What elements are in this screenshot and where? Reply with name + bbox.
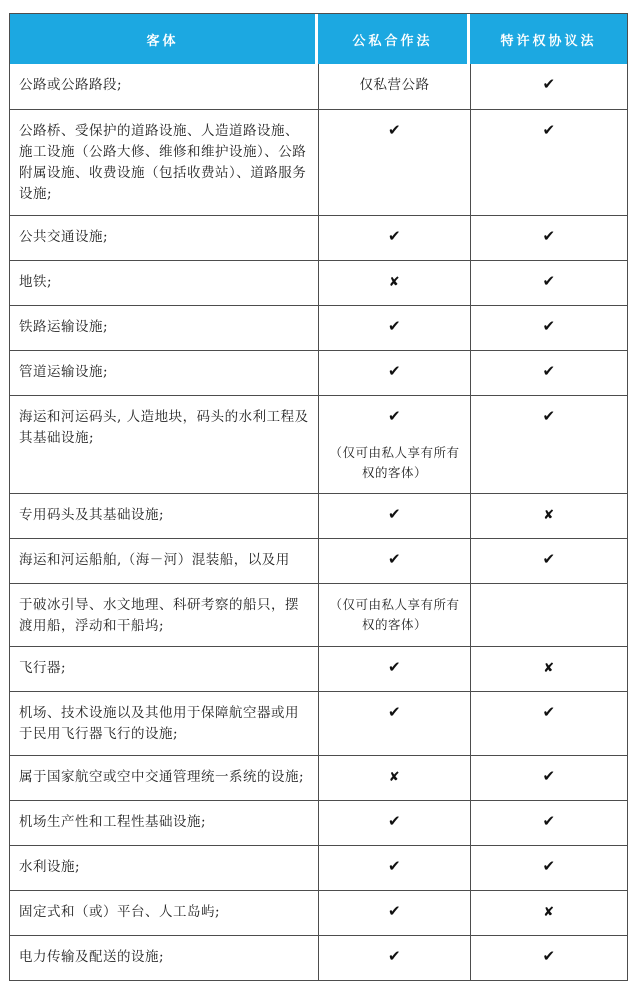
table-row [10, 691, 627, 755]
comparison-table [9, 13, 628, 981]
column-header-object: 客体 [10, 14, 318, 64]
check-icon: ✔ [542, 857, 556, 876]
concession-law-cell [470, 891, 627, 935]
check-icon: ✔ [387, 658, 402, 677]
table-row [10, 350, 627, 395]
concession-law-cell [470, 846, 627, 890]
ppp-law-cell [318, 396, 470, 493]
cross-icon: ✘ [543, 661, 555, 677]
object-cell: 海运和河运船舶,（海－河）混装船，以及用 [19, 551, 290, 568]
object-cell: 机场、技术设施以及其他用于保障航空器或用于民用飞行器飞行的设施; [19, 705, 299, 743]
table-row [10, 646, 627, 691]
check-icon: ✔ [387, 406, 402, 425]
column-header-concession-law: 特许权协议法 [500, 33, 597, 49]
ppp-law-cell [318, 891, 470, 935]
cross-icon: ✘ [388, 274, 401, 290]
concession-law-cell [470, 306, 627, 350]
ppp-law-cell [318, 494, 470, 538]
table-header-row [10, 14, 627, 64]
ownership-note: （仅可由私人享有所有权的客体） [329, 596, 460, 632]
concession-law-cell [470, 261, 627, 305]
check-icon: ✔ [387, 361, 402, 380]
concession-law-cell [470, 692, 627, 755]
ppp-law-cell [318, 110, 470, 215]
ppp-law-cell [318, 64, 470, 109]
ownership-note: （仅可由私人享有所有权的客体） [329, 444, 460, 480]
ppp-law-cell [318, 306, 470, 350]
check-icon: ✔ [387, 316, 402, 335]
concession-law-cell [470, 64, 627, 109]
check-icon: ✔ [542, 947, 556, 966]
table-row [10, 493, 627, 538]
object-cell: 于破冰引导、水文地理、科研考察的船只，摆渡用船，浮动和干船坞; [19, 596, 299, 634]
object-cell: 飞行器; [19, 660, 67, 677]
ppp-law-cell [318, 756, 470, 800]
table-row [10, 109, 627, 215]
cell-text: 仅私营公路 [359, 77, 430, 93]
table-row [10, 800, 627, 845]
check-icon: ✔ [542, 406, 556, 425]
table-row [10, 260, 627, 305]
ppp-law-cell [318, 584, 470, 647]
object-cell: 专用码头及其基础设施; [19, 506, 165, 523]
object-cell: 水利设施; [19, 859, 81, 876]
ppp-law-cell [318, 539, 470, 583]
table-row [10, 64, 627, 109]
object-cell: 公路或公路路段; [19, 77, 123, 93]
cross-icon: ✘ [388, 770, 401, 786]
check-icon: ✔ [542, 767, 556, 786]
object-cell: 海运和河运码头, 人造地块，码头的水利工程及其基础设施; [19, 408, 309, 446]
check-icon: ✔ [542, 703, 556, 722]
ppp-law-cell [318, 647, 470, 691]
column-header-ppp-law: 公私合作法 [318, 14, 470, 64]
check-icon: ✔ [387, 121, 402, 139]
table-row [10, 395, 627, 493]
cross-icon: ✘ [543, 507, 555, 523]
ppp-law-cell [318, 801, 470, 845]
table-row [10, 755, 627, 800]
ppp-law-cell [318, 846, 470, 890]
concession-law-cell [470, 494, 627, 538]
table-body [10, 64, 627, 980]
check-icon: ✔ [387, 902, 402, 921]
ppp-law-cell [318, 936, 470, 980]
check-icon: ✔ [542, 812, 556, 831]
object-cell: 公路桥、受保护的道路设施、人造道路设施、施工设施（公路大修、维修和维护设施）、公路附属设施、收费设施（包括收费站）、道路服务设施; [19, 123, 307, 202]
concession-law-cell [470, 110, 627, 215]
check-icon: ✔ [387, 504, 402, 523]
table-row [10, 890, 627, 935]
check-icon: ✔ [387, 857, 402, 876]
check-icon: ✔ [387, 703, 402, 722]
table-row [10, 845, 627, 890]
object-cell: 固定式和（或）平台、人工岛屿; [19, 904, 221, 921]
object-cell: 公共交通设施; [19, 228, 109, 245]
ppp-law-cell [318, 261, 470, 305]
concession-law-cell [470, 539, 627, 583]
check-icon: ✔ [542, 271, 556, 290]
check-icon: ✔ [542, 226, 556, 245]
concession-law-cell [470, 216, 627, 260]
concession-law-cell [470, 801, 627, 845]
table-row [10, 538, 627, 583]
ppp-law-cell [318, 216, 470, 260]
object-cell: 机场生产性和工程性基础设施; [19, 814, 207, 831]
check-icon: ✔ [542, 75, 556, 93]
table-row [10, 935, 627, 980]
check-icon: ✔ [542, 121, 556, 139]
check-icon: ✔ [387, 549, 402, 568]
check-icon: ✔ [542, 361, 556, 380]
check-icon: ✔ [542, 316, 556, 335]
table-row [10, 583, 627, 647]
concession-law-cell [470, 351, 627, 395]
cross-icon: ✘ [543, 905, 555, 921]
ppp-law-cell [318, 692, 470, 755]
table-row [10, 215, 627, 260]
object-cell: 电力传输及配送的设施; [19, 949, 165, 966]
concession-law-cell [470, 936, 627, 980]
object-cell: 地铁; [19, 273, 53, 290]
check-icon: ✔ [542, 549, 556, 568]
check-icon: ✔ [387, 947, 402, 966]
table-row [10, 305, 627, 350]
check-icon: ✔ [387, 812, 402, 831]
object-cell: 铁路运输设施; [19, 318, 109, 335]
ppp-law-cell [318, 351, 470, 395]
check-icon: ✔ [387, 226, 402, 245]
object-cell: 管道运输设施; [19, 363, 109, 380]
concession-law-cell [470, 647, 627, 691]
concession-law-cell [470, 756, 627, 800]
object-cell: 属于国家航空或空中交通管理统一系统的设施; [19, 769, 305, 786]
concession-law-cell [470, 396, 627, 493]
concession-law-cell [470, 584, 627, 647]
